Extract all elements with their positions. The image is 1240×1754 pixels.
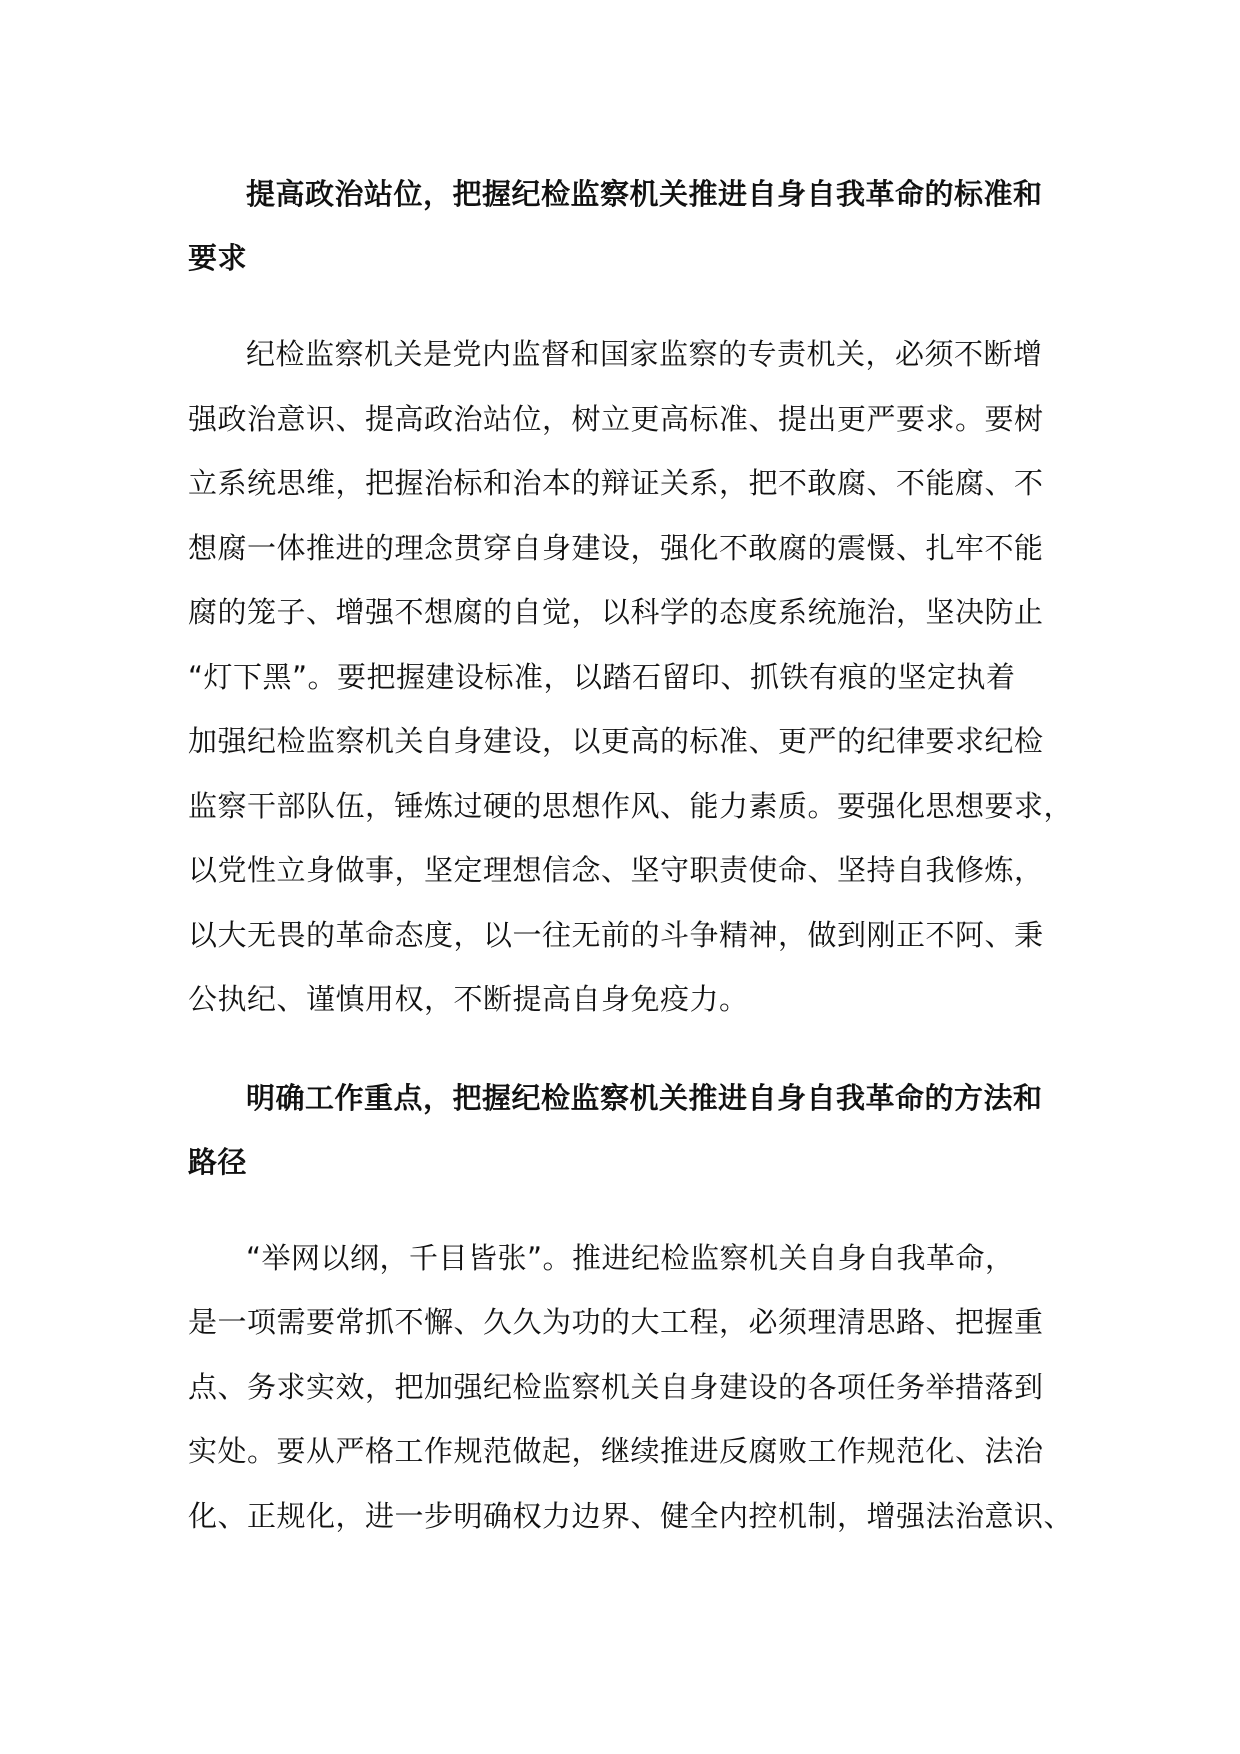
paragraph-line: 是一项需要常抓不懈、久久为功的大工程，必须理清思路、把握重 (188, 1305, 1044, 1339)
heading-line: 明确工作重点，把握纪检监察机关推进自身自我革命的方法和 (246, 1080, 1043, 1115)
section-heading-1 (188, 162, 1058, 290)
section-paragraph-1 (188, 322, 1074, 1032)
section-paragraph-2 (188, 1226, 1074, 1549)
heading-line: 要求 (188, 241, 248, 275)
paragraph-line: 纪检监察机关是党内监督和国家监察的专责机关，必须不断增 (246, 337, 1043, 371)
heading-line: 路径 (188, 1144, 248, 1179)
paragraph-line: 想腐一体推进的理念贯穿自身建设，强化不敢腐的震慑、扎牢不能 (188, 530, 1044, 565)
paragraph-line: 立系统思维，把握治标和治本的辩证关系，把不敢腐、不能腐、不 (188, 466, 1044, 500)
paragraph-line: 以大无畏的革命态度，以一往无前的斗争精神，做到刚正不阿、秉 (188, 917, 1044, 952)
document-content (188, 162, 1074, 1582)
paragraph-line: 实处。要从严格工作规范做起，继续推进反腐败工作规范化、法治 (188, 1434, 1044, 1468)
paragraph-line: 加强纪检监察机关自身建设，以更高的标准、更严的纪律要求纪检 (188, 724, 1044, 758)
paragraph-line: “灯下黑”。要把握建设标准，以踏石留印、抓铁有痕的坚定执着 (188, 659, 1016, 694)
paragraph-line: 化、正规化，进一步明确权力边界、健全内控机制，增强法治意识、 (188, 1498, 1074, 1533)
paragraph-line: “举网以纲，千目皆张”。推进纪检监察机关自身自我革命， (246, 1240, 1015, 1275)
section-heading-2 (188, 1066, 1058, 1194)
paragraph-line: 点、务求实效，把加强纪检监察机关自身建设的各项任务举措落到 (188, 1369, 1044, 1404)
paragraph-line: 腐的笼子、增强不想腐的自觉，以科学的态度系统施治，坚决防止 (188, 595, 1044, 629)
paragraph-line: 强政治意识、提高政治站位，树立更高标准、提出更严要求。要树 (188, 401, 1044, 436)
paragraph-line: 监察干部队伍，锤炼过硬的思想作风、能力素质。要强化思想要求， (188, 788, 1074, 823)
paragraph-line: 公执纪、谨慎用权，不断提高自身免疫力。 (188, 982, 749, 1016)
paragraph-line: 以党性立身做事，坚定理想信念、坚守职责使命、坚持自我修炼， (188, 853, 1044, 887)
heading-line: 提高政治站位，把握纪检监察机关推进自身自我革命的标准和 (246, 177, 1043, 211)
